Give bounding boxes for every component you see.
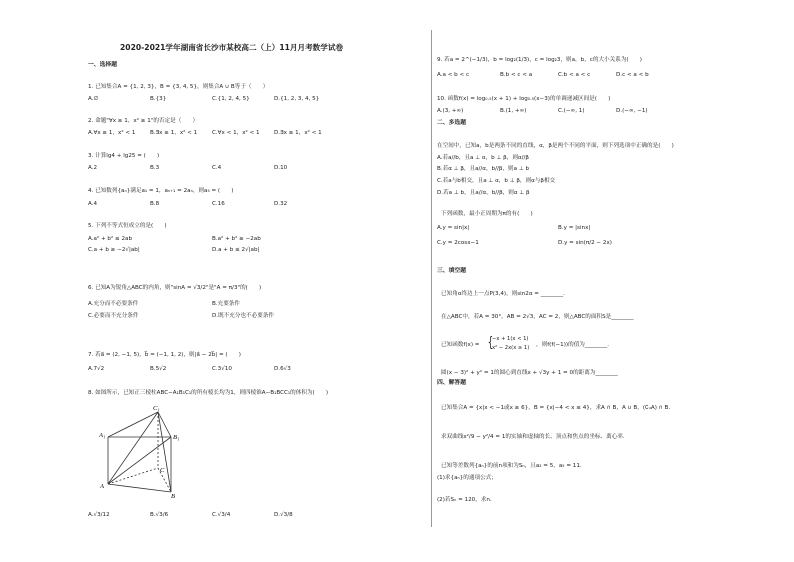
label-c1: C₁ (153, 405, 160, 412)
q5-option-a: A.a² + b² ≤ 2ab (88, 236, 132, 242)
paper-title: 2020-2021学年湖南省长沙市某校高二（上）11月月考数学试卷 (120, 43, 344, 52)
section-fill: 三、填空题 (437, 268, 466, 274)
fill-3-brace: { (487, 335, 494, 351)
q2-option-b: B.∃x ≥ 1，x² < 1 (150, 130, 198, 136)
q9-stem: 9. 若a = 2^(−1/3)，b = log₂(1/3)，c = log₂3，则a，b，c的大小关系为( ) (437, 57, 642, 63)
q8-stem: 8. 如图所示，已知正三棱柱ABC−A₁B₁C₁的所有棱长均为1，则四棱锥A−B₁BCC₁的体积为( ) (88, 390, 329, 396)
q3-option-a: A.2 (88, 165, 98, 171)
q9-option-a: A.a < b < c (437, 72, 470, 78)
q6-option-c: C.必要而不充分条件 (88, 313, 139, 319)
m2-option-d: D.y = sin(π/2 − 2x) (558, 240, 612, 246)
q10-option-b: B.(1, +∞) (500, 108, 527, 114)
q5-option-c: C.a + b ≥ −2√|ab| (88, 247, 140, 253)
q3-stem: 3. 计算lg4 + lg25 = ( ) (88, 153, 160, 159)
q1-option-b: B.{3} (150, 96, 167, 102)
fill-2: 在△ABC中，若A = 30°，AB = 2√3，AC = 2，则△ABC的面积S是________ (441, 314, 634, 320)
q8-option-d: D.√3/8 (274, 512, 293, 518)
q7-stem: 7. 若a⃗ = (2, −1, 5)，b⃗ = (−1, 1, 2)，则|a⃗ − 2b⃗| = ( ) (88, 352, 241, 358)
label-c: C (160, 467, 165, 474)
section-multi: 二、多选题 (437, 120, 466, 126)
q1-option-d: D.{1, 2, 3, 4, 5} (274, 96, 320, 102)
q2-option-a: A.∀x ≥ 1，x² < 1 (88, 130, 136, 136)
q5-option-d: D.a + b ≤ 2√|ab| (212, 247, 260, 253)
q9-option-b: B.b < c < a (500, 72, 533, 78)
q7-option-d: D.6√3 (274, 366, 291, 372)
q2-option-c: C.∀x < 1，x² < 1 (212, 130, 260, 136)
solve-1: 已知集合A = {x|x < −1或x ≥ 6}，B = {x|−4 < x ≤ 4}，求A ∩ B，A ∪ B，(∁ᵤA) ∩ B． (441, 405, 674, 411)
m2-option-b: B.y = |sinx| (558, 225, 591, 231)
m2-stem: 下列函数，最小正周期为π的有( ) (441, 211, 533, 217)
q7-option-a: A.7√2 (88, 366, 105, 372)
q7-option-b: B.5√2 (150, 366, 167, 372)
fill-3-tail: ，则f(f(−1))的值为________． (536, 342, 613, 348)
q8-option-c: C.√3/4 (212, 512, 231, 518)
label-a1: A₁ (99, 432, 106, 439)
q4-stem: 4. 已知数列{aₙ}满足a₁ = 1，aₙ₊₁ = 2aₙ，则a₅ = ( ) (88, 188, 234, 194)
q6-option-d: D.既不充分也不必要条件 (212, 313, 275, 319)
q1-option-a: A.∅ (88, 96, 99, 102)
q9-option-d: D.c < a < b (616, 72, 649, 78)
q6-stem: 6. 已知A为锐角△ABC的内角，则"sinA = √3/2"是"A = π/3"的( ) (88, 285, 262, 291)
q6-option-b: B.充要条件 (212, 301, 240, 307)
m1-option-b: B.若α ⊥ β，且a//α，b//β，则a ⊥ b (437, 166, 530, 172)
q3-option-b: B.3 (150, 165, 160, 171)
q9-option-c: C.b < a < c (558, 72, 591, 78)
m2-option-a: A.y = sin|x| (437, 225, 470, 231)
label-b1: B₁ (173, 434, 180, 441)
solve-3-part1: (1)求{aₙ}的通项公式； (437, 475, 497, 481)
q10-option-c: C.(−∞, 1) (558, 108, 585, 114)
fill-4: 圆(x − 3)² + y² = 1的圆心到直线x + √3y + 1 = 0的距离为________ (441, 370, 618, 376)
q3-option-d: D.10 (274, 165, 288, 171)
m1-option-a: A.若a//b，且a ⊥ α，b ⊥ β，则α//β (437, 155, 529, 161)
q4-option-a: A.4 (88, 201, 98, 207)
fill-3-head: 已知函数f(x) = (441, 342, 480, 348)
q4-option-c: C.16 (212, 201, 225, 207)
q2-stem: 2. 命题"∀x ≥ 1，x² ≥ 1"的否定是（ ） (88, 118, 199, 124)
q8-option-b: B.√3/6 (150, 512, 169, 518)
label-b: B (171, 493, 175, 499)
q10-option-d: D.(−∞, −1) (616, 108, 648, 114)
q8-option-a: A.√3/12 (88, 512, 110, 518)
q3-option-c: C.4 (212, 165, 222, 171)
q4-option-d: D.32 (274, 201, 288, 207)
q5-stem: 5. 下列不等式恒成立的是( ) (88, 223, 167, 229)
m1-stem: 在空间中，已知a，b是两条不同的直线，α，β是两个不同的平面，则下列选项中正确的是( ) (437, 143, 674, 149)
fill-1: 已知角α终边上一点P(3,4)，则sin2α = ________． (441, 291, 569, 297)
q10-stem: 10. 函数f(x) = log₀.₅(x + 1) + log₀.₅(x−3)的单调递减区间是( ) (437, 96, 611, 102)
q4-option-b: B.8 (150, 201, 160, 207)
m2-option-c: C.y = 2cosx−1 (437, 240, 479, 246)
m1-option-d: D.若a ⊥ b，且a//α，b//β，则α ⊥ β (437, 190, 530, 196)
q1-stem: 1. 已知集合A = {1, 2, 3}，B = {3, 4, 5}，则集合A ∪ B等于（ ） (88, 84, 269, 90)
q2-option-d: D.∃x ≥ 1，x² < 1 (274, 130, 322, 136)
q6-option-a: A.充分而不必要条件 (88, 301, 139, 307)
fill-3-case1: −x + 1(x < 1) (492, 336, 529, 342)
section-solve: 四、解答题 (437, 380, 466, 386)
solve-3: 已知等差数列{aₙ}的前n项和为Sₙ，且a₂ = 5，a₅ = 11． (441, 463, 586, 469)
label-a: A (100, 483, 104, 490)
solve-3-part2: (2)若Sₙ = 120，求n． (437, 497, 496, 503)
q10-option-a: A.(3, +∞) (437, 108, 464, 114)
q1-option-c: C.{1, 2, 4, 5} (212, 96, 250, 102)
q7-option-c: C.3√10 (212, 366, 232, 372)
section-choice: 一、选择题 (88, 62, 117, 68)
solve-2: 求双曲线x²/9 − y²/4 = 1的实轴和虚轴的长、顶点和焦点的坐标、离心率． (441, 434, 629, 440)
m1-option-c: C.若a与b相交，且a ⊥ α，b ⊥ β，则α与β相交 (437, 178, 556, 184)
binding-line (431, 30, 432, 527)
q5-option-b: B.a² + b² ≥ −2ab (212, 236, 261, 242)
prism-figure (98, 404, 188, 499)
fill-3-case2: x² − 2x(x ≥ 1) (492, 345, 530, 351)
